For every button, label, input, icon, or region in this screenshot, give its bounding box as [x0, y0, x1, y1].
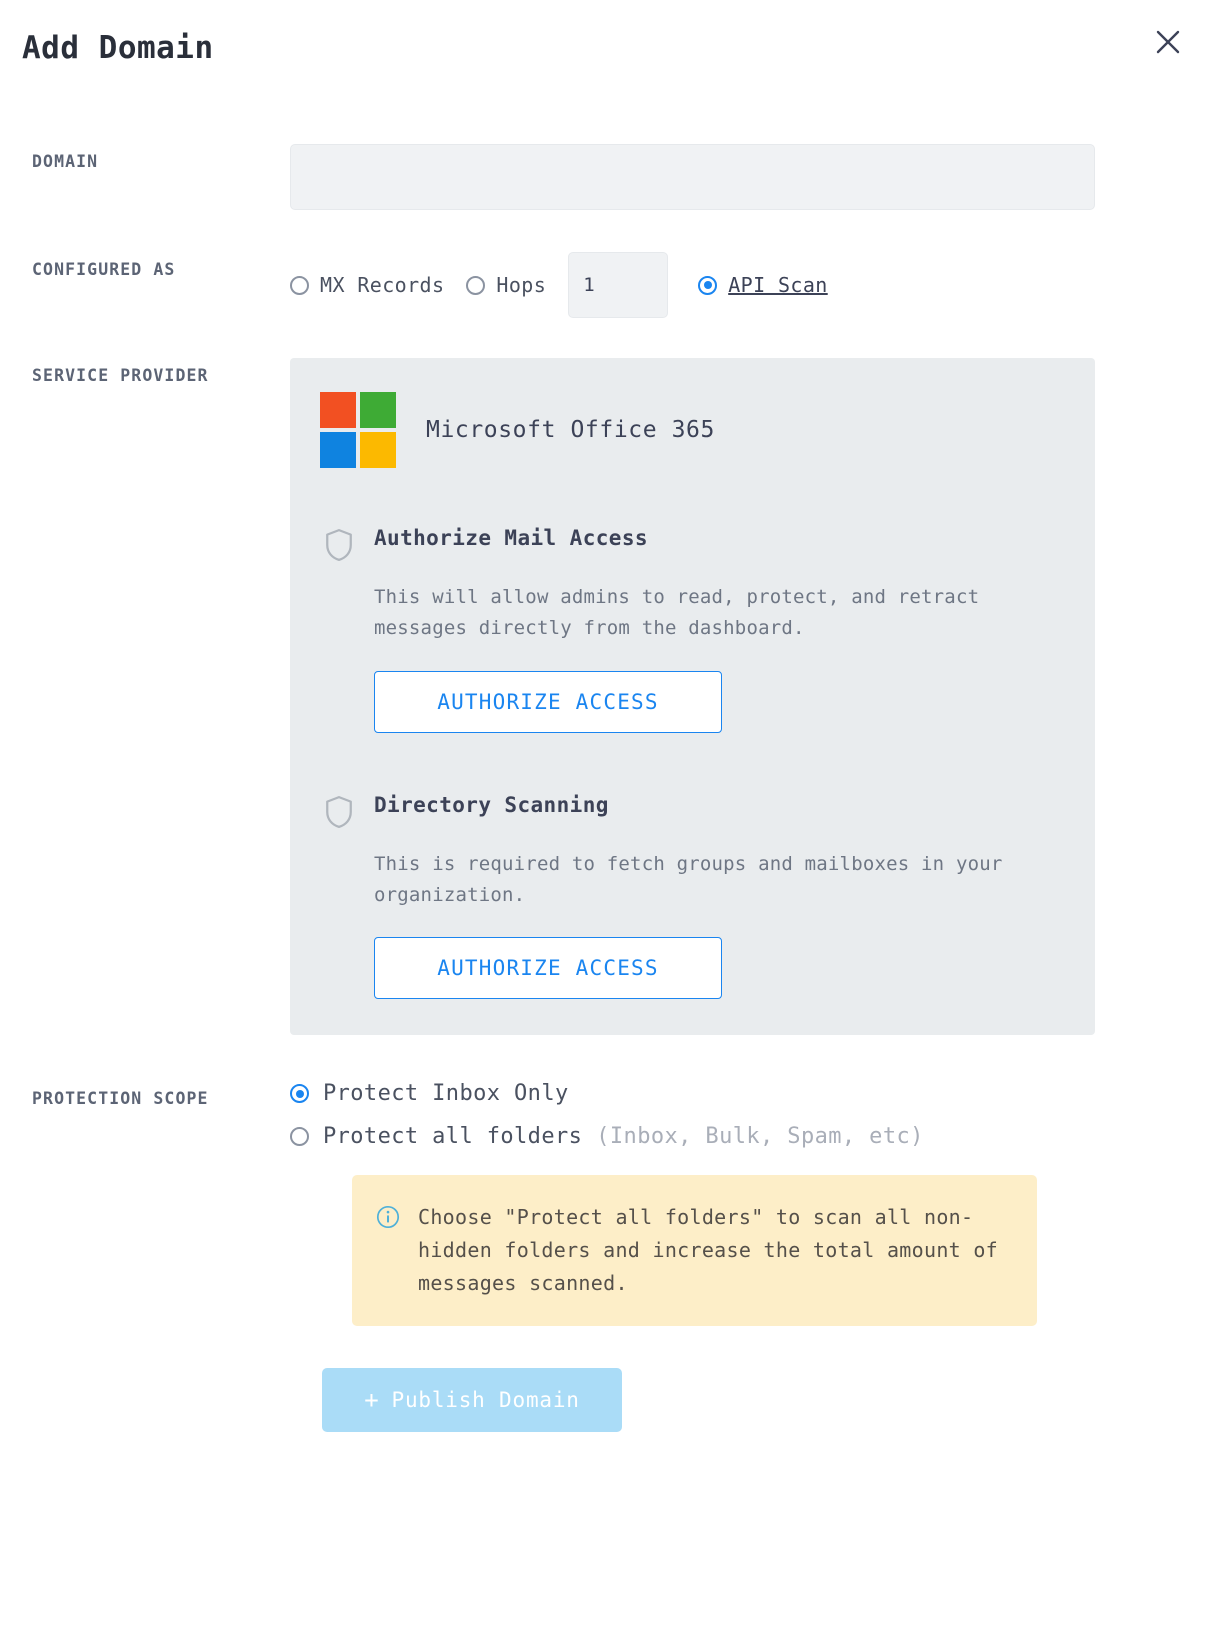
directory-scanning-button[interactable]: AUTHORIZE ACCESS: [374, 937, 722, 999]
shield-icon: [324, 528, 354, 562]
configured-as-label: CONFIGURED AS: [32, 260, 176, 279]
radio-hops-label: Hops: [496, 273, 547, 297]
directory-scanning-title: Directory Scanning: [374, 792, 609, 817]
radio-api-scan[interactable]: [698, 273, 828, 297]
authorize-mail-access-button[interactable]: AUTHORIZE ACCESS: [374, 671, 722, 733]
plus-icon: +: [364, 1386, 380, 1415]
radio-api-scan-indicator: [698, 276, 717, 295]
authorize-mail-access-title: Authorize Mail Access: [374, 526, 648, 550]
protection-scope-info-box: [352, 1175, 1037, 1326]
configured-as-field-wrap: [290, 252, 1184, 318]
domain-field-wrap: [290, 144, 1184, 210]
radio-protect-inbox-only[interactable]: [290, 1081, 1184, 1106]
protection-scope-row: [0, 1081, 1214, 1326]
provider-header: [290, 392, 1095, 468]
close-icon[interactable]: [1148, 22, 1188, 62]
hops-input[interactable]: [568, 252, 668, 318]
domain-row: [0, 144, 1214, 210]
service-provider-label: SERVICE PROVIDER: [32, 366, 209, 385]
radio-protect-all-folders-hint: (Inbox, Bulk, Spam, etc): [596, 1124, 924, 1150]
publish-domain-label: Publish Domain: [391, 1388, 580, 1413]
radio-api-scan-label: API Scan: [728, 273, 828, 297]
provider-name: Microsoft Office 365: [426, 417, 715, 443]
service-provider-row: [0, 358, 1214, 1035]
info-icon: [376, 1205, 400, 1229]
protection-scope-field-wrap: [290, 1081, 1184, 1326]
domain-input[interactable]: [290, 144, 1095, 210]
radio-mx-records-indicator: [290, 276, 309, 295]
configured-as-row: [0, 252, 1214, 318]
authorize-mail-access-block: [290, 526, 1095, 733]
directory-scanning-block: [290, 793, 1095, 1000]
radio-hops-indicator: [466, 276, 485, 295]
publish-domain-button[interactable]: [322, 1368, 622, 1432]
authorize-mail-access-description: This will allow admins to read, protect, and retract messages directly from the dashboard.: [374, 586, 980, 640]
shield-icon: [324, 795, 354, 829]
microsoft-logo-icon: [320, 392, 396, 468]
radio-protect-inbox-only-label: Protect Inbox Only: [323, 1081, 569, 1107]
service-provider-field-wrap: [290, 358, 1184, 1035]
radio-mx-records-label: MX Records: [320, 273, 445, 297]
radio-protect-all-folders-indicator: [290, 1127, 309, 1146]
dialog-footer: [0, 1368, 1214, 1432]
radio-hops[interactable]: [466, 273, 546, 297]
radio-mx-records[interactable]: [290, 273, 444, 297]
page-title: Add Domain: [22, 30, 214, 66]
domain-label: DOMAIN: [32, 152, 99, 171]
directory-scanning-description: This is required to fetch groups and mailboxes in your organization.: [374, 852, 1003, 907]
radio-protect-all-folders[interactable]: [290, 1124, 1184, 1149]
protection-scope-label: PROTECTION SCOPE: [32, 1089, 209, 1109]
dialog-header: [0, 0, 1214, 96]
protection-scope-info-text: Choose "Protect all folders" to scan all non-hidden folders and increase the total amount of messages scanned.: [418, 1205, 999, 1296]
service-provider-panel: [290, 358, 1095, 1035]
radio-protect-all-folders-label: Protect all folders: [323, 1124, 583, 1150]
radio-protect-inbox-only-indicator: [290, 1084, 309, 1103]
